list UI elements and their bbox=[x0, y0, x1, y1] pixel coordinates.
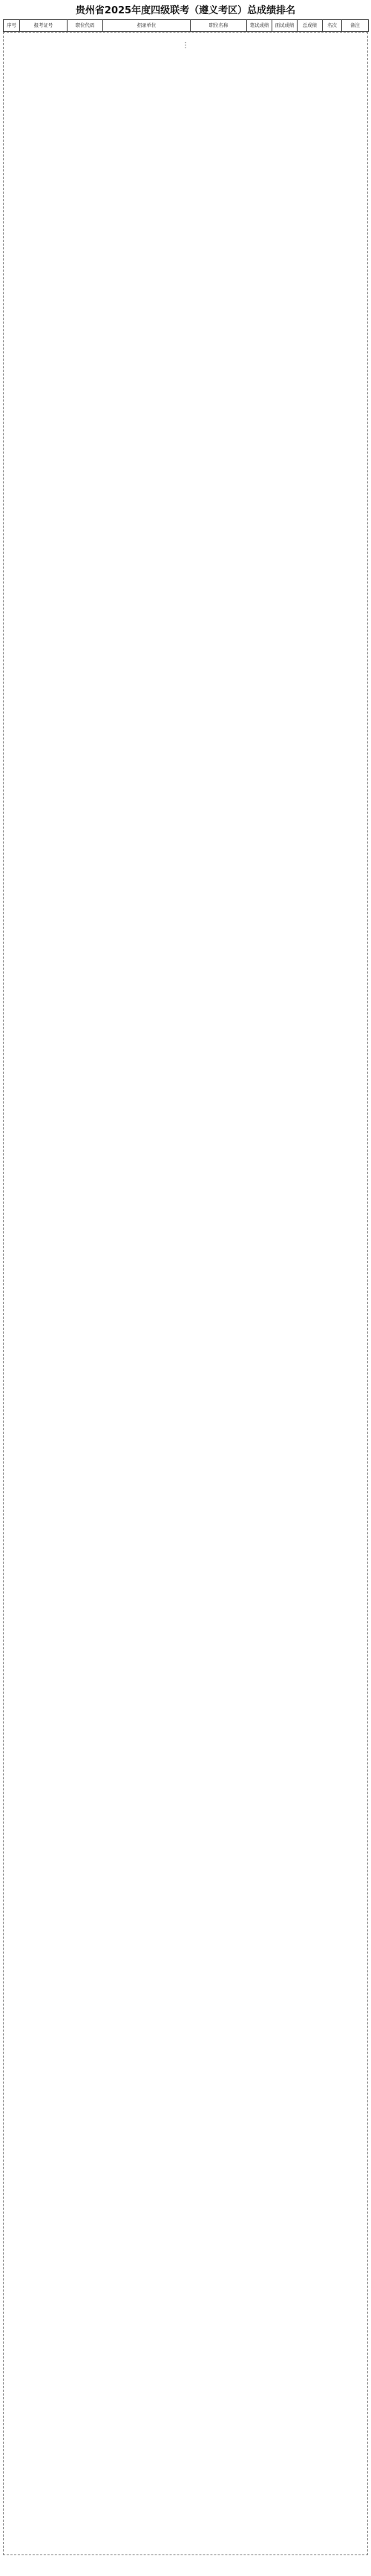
header-remarks: 备注 bbox=[342, 20, 369, 32]
page-title: 贵州省2025年度四级联考（遵义考区）总成绩排名 bbox=[75, 5, 296, 16]
header-position-code: 职位代码 bbox=[68, 20, 103, 32]
header-index: 序号 bbox=[4, 20, 20, 32]
header-rank: 名次 bbox=[323, 20, 342, 32]
unreadable-rows-placeholder: ⋮ bbox=[3, 32, 368, 2555]
header-exam-id: 报考证号 bbox=[20, 20, 68, 32]
header-employer: 招录单位 bbox=[103, 20, 191, 32]
header-total-score: 总成绩 bbox=[298, 20, 323, 32]
header-interview-score: 面试成绩 bbox=[272, 20, 298, 32]
header-written-score: 笔试成绩 bbox=[247, 20, 272, 32]
score-table bbox=[3, 19, 369, 32]
table-header-row bbox=[4, 20, 369, 32]
header-position-name: 职位名称 bbox=[191, 20, 247, 32]
